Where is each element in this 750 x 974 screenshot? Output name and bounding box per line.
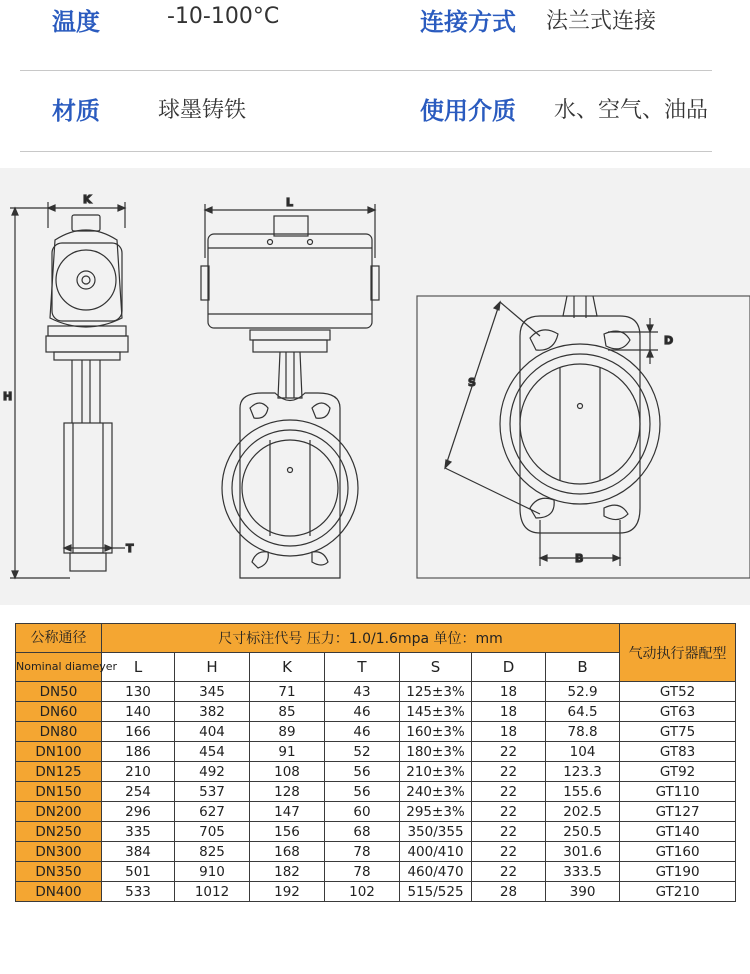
actuator-cell: GT75 xyxy=(620,722,736,742)
dim-l-cell: 501 xyxy=(102,862,175,882)
dim-s-cell: 240±3% xyxy=(400,782,472,802)
dim-h-cell: 627 xyxy=(175,802,250,822)
dim-s-cell: 515/525 xyxy=(400,882,472,902)
table-row xyxy=(16,782,736,802)
material-label: 材质 xyxy=(52,97,100,125)
nominal-diameter-cell: DN125 xyxy=(16,762,102,782)
nominal-diameter-cell: DN60 xyxy=(16,702,102,722)
dim-t-cell: 78 xyxy=(325,842,400,862)
dim-b-cell: 64.5 xyxy=(546,702,620,722)
dim-l-cell: 384 xyxy=(102,842,175,862)
nominal-diameter-cell: DN150 xyxy=(16,782,102,802)
dim-t-cell: 78 xyxy=(325,862,400,882)
nominal-diameter-cell: DN400 xyxy=(16,882,102,902)
col-header: T xyxy=(325,653,400,682)
nominal-cn: 公称通径 xyxy=(30,630,87,646)
dim-k-cell: 156 xyxy=(250,822,325,842)
dim-h-cell: 1012 xyxy=(175,882,250,902)
dim-b-cell: 390 xyxy=(546,882,620,902)
table-row xyxy=(16,722,736,742)
side-view xyxy=(10,202,128,578)
dim-d-cell: 22 xyxy=(472,762,546,782)
dim-b-cell: 333.5 xyxy=(546,862,620,882)
dim-l-cell: 130 xyxy=(102,682,175,702)
dim-b-cell: 104 xyxy=(546,742,620,762)
dim-t-cell: 56 xyxy=(325,762,400,782)
dim-b-cell: 202.5 xyxy=(546,802,620,822)
nominal-header xyxy=(16,624,102,653)
nominal-diameter-cell: DN50 xyxy=(16,682,102,702)
actuator-cell: GT52 xyxy=(620,682,736,702)
dim-s-cell: 400/410 xyxy=(400,842,472,862)
actuator-cell: GT140 xyxy=(620,822,736,842)
front-view xyxy=(201,204,379,578)
dim-b-cell: 301.6 xyxy=(546,842,620,862)
table-row xyxy=(16,802,736,822)
temperature-label: 温度 xyxy=(52,8,100,36)
table-row xyxy=(16,822,736,842)
dim-k-cell: 71 xyxy=(250,682,325,702)
col-header: B xyxy=(546,653,620,682)
dim-t-cell: 43 xyxy=(325,682,400,702)
spec-header xyxy=(0,0,750,160)
actuator-cell: GT63 xyxy=(620,702,736,722)
dim-h-cell: 537 xyxy=(175,782,250,802)
dim-l-cell: 533 xyxy=(102,882,175,902)
dim-s-cell: 460/470 xyxy=(400,862,472,882)
dim-h-cell: 382 xyxy=(175,702,250,722)
dim-d-cell: 18 xyxy=(472,722,546,742)
connection-value: 法兰式连接 xyxy=(546,9,657,34)
dim-d-cell: 22 xyxy=(472,862,546,882)
table-row xyxy=(16,762,736,782)
dim-k-cell: 108 xyxy=(250,762,325,782)
nominal-en-cell xyxy=(16,653,118,682)
col-header: L xyxy=(102,653,175,682)
dim-k-cell: 128 xyxy=(250,782,325,802)
dim-t-cell: 56 xyxy=(325,782,400,802)
actuator-cell: GT127 xyxy=(620,802,736,822)
dim-s-label: S xyxy=(468,376,476,389)
col-header: H xyxy=(175,653,250,682)
nominal-diameter-cell: DN100 xyxy=(16,742,102,762)
dim-k-label: K xyxy=(83,193,92,206)
dim-t-cell: 102 xyxy=(325,882,400,902)
dim-s-cell: 145±3% xyxy=(400,702,472,722)
material-value: 球墨铸铁 xyxy=(158,98,247,123)
dim-l-cell: 166 xyxy=(102,722,175,742)
dim-s-cell: 125±3% xyxy=(400,682,472,702)
valve-drawing xyxy=(0,168,750,605)
dim-l-cell: 335 xyxy=(102,822,175,842)
dim-b-cell: 78.8 xyxy=(546,722,620,742)
table-row xyxy=(16,702,736,722)
dim-h-cell: 492 xyxy=(175,762,250,782)
table-row xyxy=(16,742,736,762)
dim-b-cell: 123.3 xyxy=(546,762,620,782)
divider xyxy=(20,151,712,152)
dim-k-cell: 182 xyxy=(250,862,325,882)
dim-d-cell: 22 xyxy=(472,742,546,762)
dim-h-cell: 825 xyxy=(175,842,250,862)
actuator-header: 气动执行器配型 xyxy=(620,624,736,682)
dim-l-cell: 210 xyxy=(102,762,175,782)
connection-label: 连接方式 xyxy=(420,8,516,36)
table-body xyxy=(16,682,736,902)
dim-l-cell: 296 xyxy=(102,802,175,822)
dim-h-cell: 345 xyxy=(175,682,250,702)
nominal-diameter-cell: DN300 xyxy=(16,842,102,862)
nominal-diameter-cell: DN80 xyxy=(16,722,102,742)
table-row xyxy=(16,682,736,702)
dim-b-cell: 155.6 xyxy=(546,782,620,802)
dim-k-cell: 168 xyxy=(250,842,325,862)
dim-k-cell: 147 xyxy=(250,802,325,822)
dim-s-cell: 180±3% xyxy=(400,742,472,762)
actuator-cell: GT83 xyxy=(620,742,736,762)
dim-t-label: T xyxy=(126,542,134,555)
actuator-cell: GT110 xyxy=(620,782,736,802)
dim-s-cell: 210±3% xyxy=(400,762,472,782)
dim-l-cell: 254 xyxy=(102,782,175,802)
dim-d-cell: 28 xyxy=(472,882,546,902)
dim-s-cell: 295±3% xyxy=(400,802,472,822)
media-label: 使用介质 xyxy=(420,97,516,125)
dim-s-cell: 350/355 xyxy=(400,822,472,842)
dim-b-label: B xyxy=(575,552,584,565)
table-row xyxy=(16,842,736,862)
dim-d-cell: 22 xyxy=(472,802,546,822)
nominal-diameter-cell: DN350 xyxy=(16,862,102,882)
table-row xyxy=(16,862,736,882)
actuator-cell: GT210 xyxy=(620,882,736,902)
dims-header: 尺寸标注代号 压力：1.0/1.6mpa 单位：mm xyxy=(102,624,620,653)
dim-l-label: L xyxy=(286,196,294,209)
dim-h-cell: 454 xyxy=(175,742,250,762)
dim-l-cell: 140 xyxy=(102,702,175,722)
nominal-diameter-cell: DN200 xyxy=(16,802,102,822)
dim-t-cell: 46 xyxy=(325,722,400,742)
nominal-diameter-cell: DN250 xyxy=(16,822,102,842)
dim-s-cell: 160±3% xyxy=(400,722,472,742)
temperature-value: -10-100°C xyxy=(167,4,280,29)
dim-h-cell: 404 xyxy=(175,722,250,742)
divider xyxy=(20,70,712,71)
detail-view xyxy=(417,296,750,578)
dim-d-cell: 18 xyxy=(472,682,546,702)
dim-d-cell: 22 xyxy=(472,842,546,862)
dim-h-cell: 705 xyxy=(175,822,250,842)
dim-h-cell: 910 xyxy=(175,862,250,882)
dim-k-cell: 192 xyxy=(250,882,325,902)
dim-k-cell: 91 xyxy=(250,742,325,762)
media-value: 水、空气、油品 xyxy=(554,98,709,123)
dim-l-cell: 186 xyxy=(102,742,175,762)
dim-k-cell: 89 xyxy=(250,722,325,742)
actuator-cell: GT160 xyxy=(620,842,736,862)
actuator-cell: GT190 xyxy=(620,862,736,882)
dim-b-cell: 250.5 xyxy=(546,822,620,842)
actuator-cell: GT92 xyxy=(620,762,736,782)
dim-b-cell: 52.9 xyxy=(546,682,620,702)
col-header: D xyxy=(472,653,546,682)
col-header: S xyxy=(400,653,472,682)
dim-t-cell: 60 xyxy=(325,802,400,822)
dim-t-cell: 68 xyxy=(325,822,400,842)
dim-t-cell: 46 xyxy=(325,702,400,722)
dimension-table xyxy=(15,623,735,908)
dim-d-cell: 22 xyxy=(472,822,546,842)
dim-d-cell: 18 xyxy=(472,702,546,722)
dim-t-cell: 52 xyxy=(325,742,400,762)
dim-d-cell: 22 xyxy=(472,782,546,802)
table-row xyxy=(16,882,736,902)
nominal-en: Nominal diameyer xyxy=(16,660,118,673)
dim-k-cell: 85 xyxy=(250,702,325,722)
technical-drawing xyxy=(0,168,750,605)
dim-h-label: H xyxy=(3,390,13,403)
col-header: K xyxy=(250,653,325,682)
dim-d-label: D xyxy=(664,334,674,347)
